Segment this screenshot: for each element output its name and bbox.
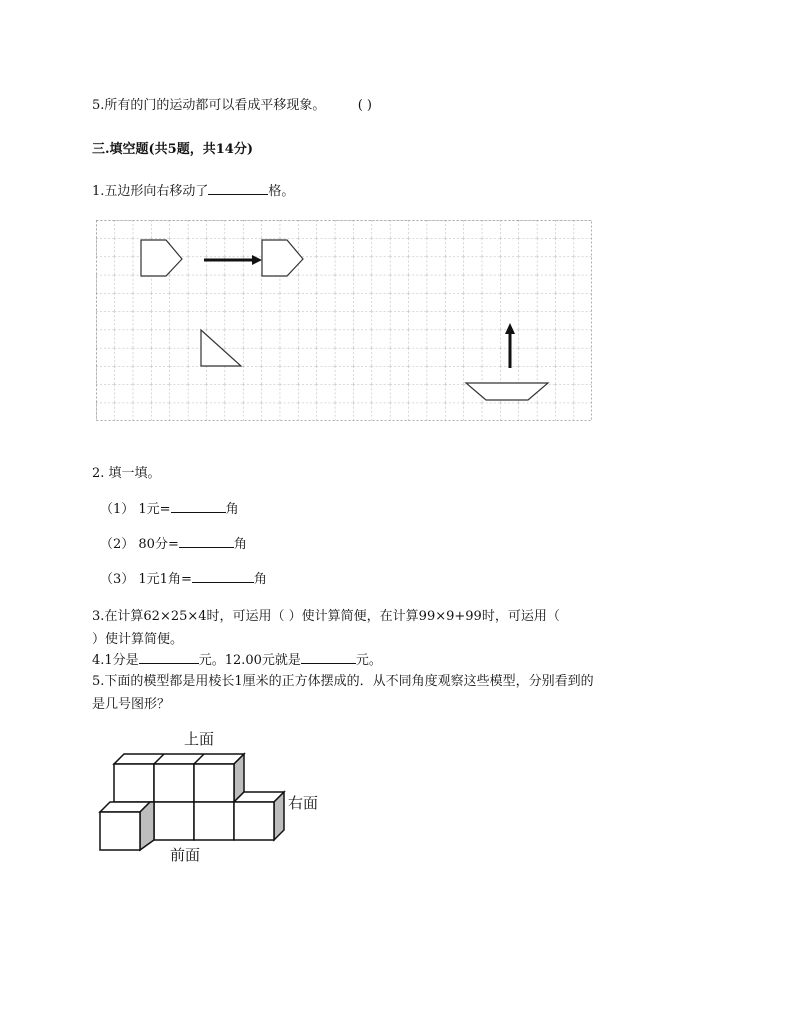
fill-question-1-suffix: 格。	[268, 184, 295, 199]
section-title: 三.填空题(共5题，共14分)	[92, 142, 253, 157]
item-label: （2） 80分=	[100, 537, 179, 552]
answer-blank[interactable]	[192, 570, 254, 583]
fill-question-4-part-2: 元。12.00元就是	[198, 653, 301, 668]
answer-blank[interactable]	[139, 651, 199, 664]
top-view-label: 上面	[184, 730, 215, 748]
fill-question-1	[92, 180, 294, 199]
fill-question-2-item-2	[100, 533, 247, 552]
judge-question-5	[92, 94, 372, 113]
fill-question-2-item-3	[100, 568, 267, 587]
grid-translation-figure	[96, 220, 592, 421]
fill-question-4-part-1: 4.1分是	[92, 653, 139, 668]
fill-question-3-line-2: ）使计算简便。	[92, 632, 184, 647]
fill-question-2-title: 2. 填一填。	[92, 466, 161, 481]
item-unit: 角	[225, 502, 239, 517]
judge-question-5-text: 5.所有的门的运动都可以看成平移现象。	[92, 98, 326, 113]
answer-blank[interactable]	[301, 651, 356, 664]
answer-blank[interactable]	[179, 535, 234, 548]
answer-parentheses[interactable]: ( )	[357, 98, 372, 113]
cube-back-row	[114, 754, 244, 802]
right-view-label: 右面	[288, 794, 319, 812]
fill-question-1-text: 1.五边形向右移动了	[92, 184, 209, 199]
cube-left-front	[100, 802, 154, 850]
fill-question-4-part-3: 元。	[355, 653, 382, 668]
fill-question-2-item-1	[100, 498, 239, 517]
item-label: （1） 1元=	[100, 502, 171, 517]
fill-question-5-line-2: 是几号图形？	[92, 697, 171, 712]
front-view-label: 前面	[170, 846, 201, 864]
cube-front-row	[154, 802, 274, 840]
fill-question-5-line-1: 5.下面的模型都是用棱长1厘米的正方体摆成的．从不同角度观察这些模型，分别看到的	[92, 674, 594, 689]
item-unit: 角	[253, 572, 267, 587]
item-unit: 角	[233, 537, 247, 552]
cube-model-figure	[96, 726, 336, 866]
answer-blank[interactable]	[171, 500, 226, 513]
item-label: （3） 1元1角=	[100, 572, 192, 587]
fill-question-4	[92, 649, 382, 668]
fill-question-3-line-1: 3.在计算62×25×4时，可运用（ ）使计算简便，在计算99×9+99时，可运用（	[92, 609, 560, 624]
answer-blank[interactable]	[208, 182, 268, 195]
